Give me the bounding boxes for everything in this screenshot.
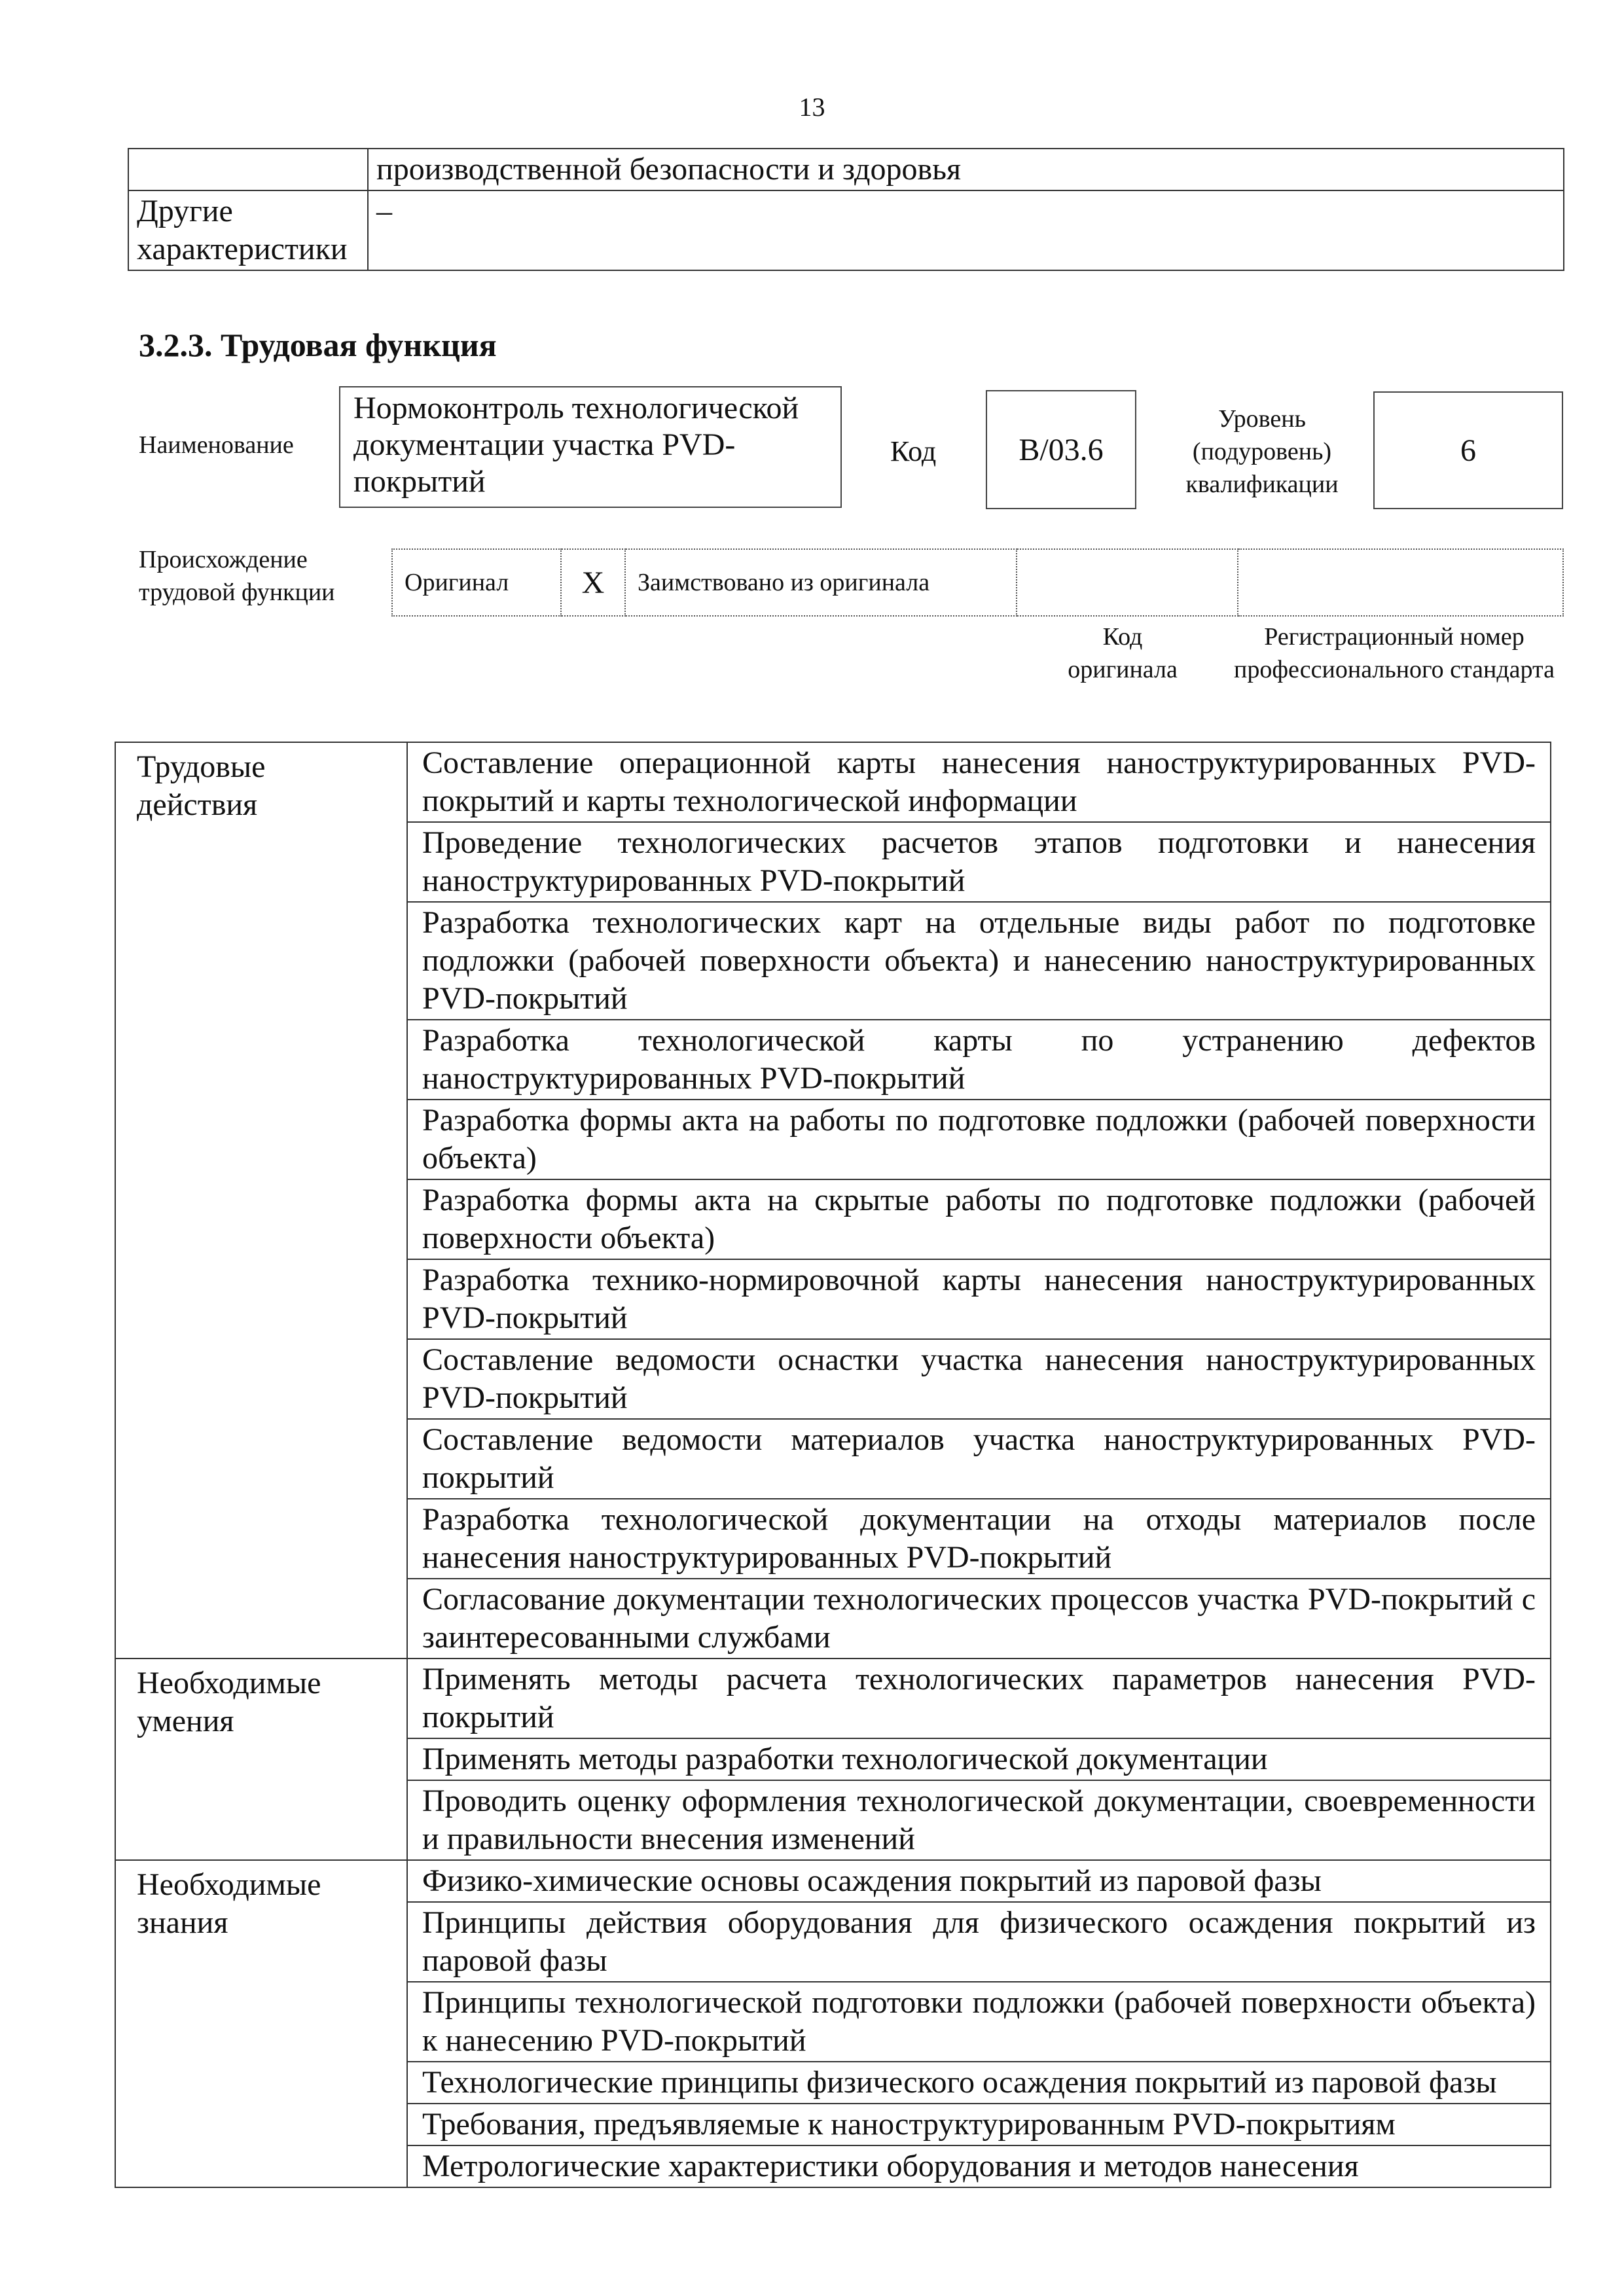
list-item: Разработка технологической карты по устранению дефектов наноструктурированных PVD-покрытий (407, 1020, 1551, 1100)
table-row (128, 190, 1564, 270)
list-item: Составление ведомости оснастки участка нанесения наноструктурированных PVD-покрытий (407, 1339, 1551, 1419)
empty-cell (128, 149, 368, 190)
list-item: Разработка технологических карт на отдельные виды работ по подготовке подложки (рабочей поверхности объекта) и нанесению наноструктурированных PVD-покрытий (407, 902, 1551, 1020)
list-item: Применять методы разработки технологической документации (407, 1738, 1551, 1780)
category-labor-actions: Трудовые действия (115, 742, 407, 1659)
table-row (128, 149, 1564, 190)
list-item: Применять методы расчета технологических параметров нанесения PVD-покрытий (407, 1659, 1551, 1738)
other-characteristics-value: – (368, 190, 1564, 270)
page-number: 13 (799, 92, 825, 122)
list-item: Проводить оценку оформления технологической документации, своевременности и правильности внесения изменений (407, 1780, 1551, 1860)
origin-table (391, 548, 1564, 617)
section-title: 3.2.3. Трудовая функция (139, 327, 497, 363)
list-item: Принципы технологической подготовки подложки (рабочей поверхности объекта) к нанесению PVD-покрытий (407, 1982, 1551, 2062)
list-item: Разработка формы акта на работы по подготовке подложки (рабочей поверхности объекта) (407, 1100, 1551, 1179)
list-item: Составление ведомости материалов участка наноструктурированных PVD-покрытий (407, 1419, 1551, 1499)
other-characteristics-label: Другие характеристики (128, 190, 368, 270)
caption-code: Код оригинала (1068, 623, 1178, 683)
level-label: Уровень (подуровень) квалификации (1185, 405, 1339, 498)
category-skills: Необходимые умения (115, 1659, 407, 1860)
continuation-table (128, 148, 1564, 271)
list-item: Составление операционной карты нанесения наноструктурированных PVD-покрытий и карты технологической информации (407, 742, 1551, 822)
table-row (392, 549, 1563, 616)
origin-code-cell (1017, 549, 1238, 616)
list-item: Технологические принципы физического осаждения покрытий из паровой фазы (407, 2062, 1551, 2104)
name-label: Наименование (139, 431, 294, 459)
origin-original: Оригинал (392, 549, 561, 616)
origin-mark: X (561, 549, 625, 616)
table-row (115, 1659, 1551, 1738)
list-item: Проведение технологических расчетов этапов подготовки и нанесения наноструктурированных PVD-покрытий (407, 822, 1551, 902)
list-item: Разработка технологической документации на отходы материалов после нанесения наноструктурированных PVD-покрытий (407, 1499, 1551, 1579)
continuation-text: производственной безопасности и здоровья (368, 149, 1564, 190)
code-label: Код (890, 435, 937, 467)
caption-reg: Регистрационный номер профессионального стандарта (1234, 623, 1555, 683)
list-item: Физико-химические основы осаждения покрытий из паровой фазы (407, 1860, 1551, 1902)
list-item: Согласование документации технологических процессов участка PVD-покрытий с заинтересованными службами (407, 1579, 1551, 1659)
list-item: Требования, предъявляемые к наноструктурированным PVD-покрытиям (407, 2104, 1551, 2145)
list-item: Метрологические характеристики оборудования и методов нанесения (407, 2145, 1551, 2187)
table-row (115, 1860, 1551, 1902)
category-knowledge: Необходимые знания (115, 1860, 407, 2187)
main-table (115, 742, 1551, 2188)
name-value: Нормоконтроль технологической документации участка PVD-покрытий (339, 386, 842, 508)
origin-reg-cell (1238, 549, 1563, 616)
origin-borrowed: Заимствовано из оригинала (625, 549, 1017, 616)
list-item: Принципы действия оборудования для физического осаждения покрытий из паровой фазы (407, 1902, 1551, 1982)
list-item: Разработка формы акта на скрытые работы по подготовке подложки (рабочей поверхности объекта) (407, 1179, 1551, 1259)
table-row (115, 742, 1551, 822)
list-item: Разработка технико-нормировочной карты нанесения наноструктурированных PVD-покрытий (407, 1259, 1551, 1339)
code-value: B/03.6 (986, 390, 1136, 509)
origin-label: Происхождение трудовой функции (139, 546, 335, 606)
level-value: 6 (1373, 391, 1563, 509)
